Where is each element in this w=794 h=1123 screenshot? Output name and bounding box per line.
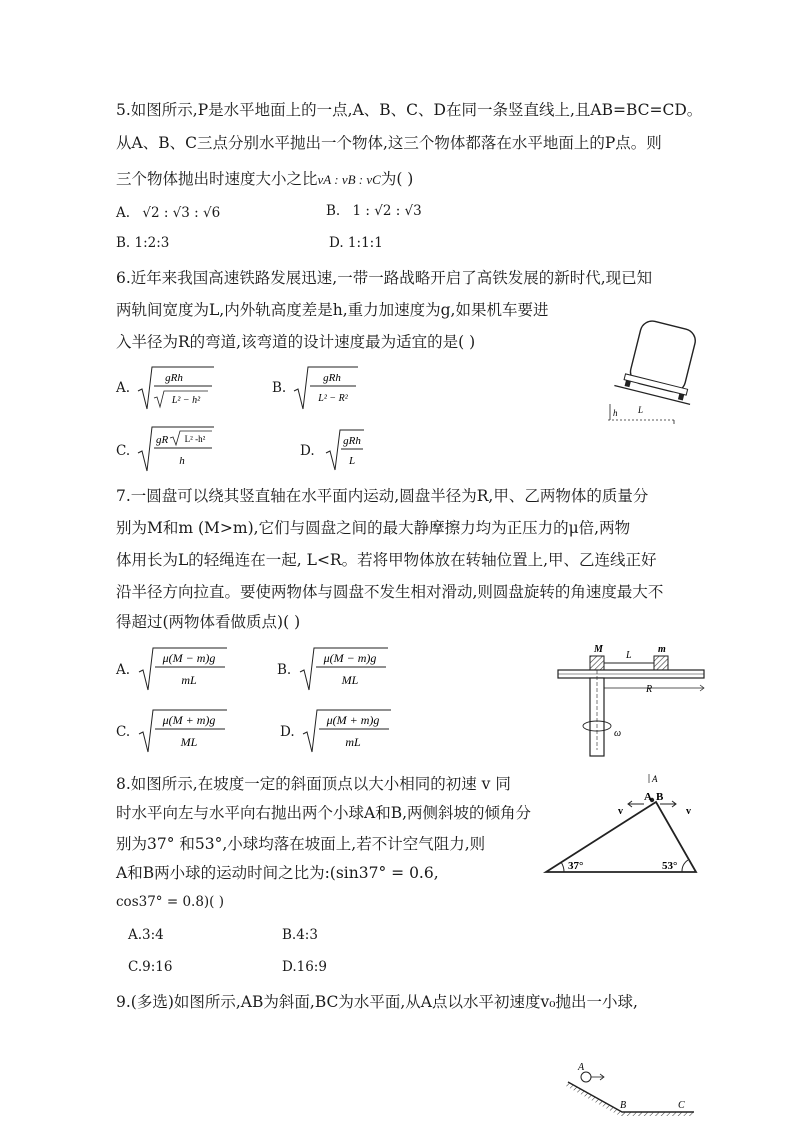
q9-line1: 9.(多选)如图所示,AB为斜面,BC为水平面,从A点以水平初速度v₀抛出一小球, <box>116 993 638 1011</box>
q6-option-a-label[interactable]: A. <box>116 380 131 396</box>
q7-c-num: μ(M + m)g <box>162 713 216 727</box>
q8-line2: 时水平向左与水平向右抛出两个小球A和B,两侧斜坡的倾角分 <box>116 804 532 822</box>
q7-disk-figure <box>556 640 708 758</box>
q7-option-c-formula <box>137 708 231 754</box>
q8-line3: 别为37° 和53°,小球均落在坡面上,若不计空气阻力,则 <box>116 835 486 853</box>
mass-M-block <box>590 656 604 670</box>
q6-train-figure <box>604 316 700 430</box>
q8-fig-ball-A: A <box>644 791 652 803</box>
q9-fig-B: B <box>620 1100 627 1111</box>
q7-line4: 沿半径方向拉直。要使两物体与圆盘不发生相对滑动,则圆盘旋转的角速度最大不 <box>116 583 664 601</box>
q6-b-num: gRh <box>323 372 341 384</box>
q9-fig-C: C <box>678 1100 685 1111</box>
ball-icon <box>581 1072 591 1082</box>
q7-fig-m: m <box>658 644 666 655</box>
q7-b-den: ML <box>341 673 359 687</box>
q5-line3 <box>116 169 413 190</box>
q6-c-num: gR <box>156 434 169 446</box>
q8-option-d[interactable]: D.16:9 <box>282 959 327 975</box>
q5-option-d[interactable]: D. 1:1:1 <box>329 235 383 251</box>
q8-line1: 8.如图所示,在坡度一定的斜面顶点以大小相同的初速 v 同 <box>116 775 511 793</box>
q7-option-b-label[interactable]: B. <box>277 662 292 678</box>
q8-fig-v-right: v <box>686 806 691 817</box>
q6-option-b-label[interactable]: B. <box>272 380 287 396</box>
q6-b-den: L² − R² <box>318 393 348 404</box>
q7-fig-R: R <box>646 684 653 695</box>
q8-fig-ball-B: B <box>656 791 664 803</box>
q9-fig-A: A <box>578 1062 585 1073</box>
q5-option-b-expression: 1 : √2 : √3 <box>352 203 422 219</box>
q6-d-den: L <box>348 455 356 467</box>
q8-fig-top: A <box>652 774 658 784</box>
q7-d-den: mL <box>345 735 361 749</box>
q7-option-d-label[interactable]: D. <box>280 724 295 740</box>
q7-fig-M: M <box>594 644 603 655</box>
q7-option-d-formula <box>301 708 395 754</box>
q9-slope-figure <box>564 1060 698 1118</box>
q7-fig-L: L <box>626 650 632 661</box>
q6-option-b-formula <box>292 365 362 411</box>
q5-option-a-label: A. <box>116 205 131 221</box>
q6-d-num: gRh <box>343 435 361 447</box>
q7-option-a-formula <box>137 646 231 692</box>
q7-line2: 别为M和m (M>m),它们与圆盘之间的最大静摩擦力均为正压力的μ倍,两物 <box>116 519 631 537</box>
q5-line1: 5.如图所示,P是水平地面上的一点,A、B、C、D在同一条竖直线上,且AB=BC=CD。 <box>116 101 703 119</box>
q6-line3: 入半径为R的弯道,该弯道的设计速度最为适宜的是( ) <box>116 333 476 351</box>
q6-line1: 6.近年来我国高速铁路发展迅速,一带一路战略开启了高铁发展的新时代,现已知 <box>116 269 653 287</box>
mass-m-block <box>654 656 668 670</box>
q5-option-b-label: B. <box>326 203 341 219</box>
q8-option-a[interactable]: A.3:4 <box>128 927 164 943</box>
q6-a-num: gRh <box>165 372 183 384</box>
q7-b-num: μ(M − m)g <box>323 651 377 665</box>
q8-fig-angle-right: 53° <box>662 860 678 872</box>
q5-option-a-expression: √2 : √3 : √6 <box>142 205 221 221</box>
q6-line2: 两轨间宽度为L,内外轨高度差是h,重力加速度为g,如果机车要进 <box>116 301 549 319</box>
q7-line1: 7.一圆盘可以绕其竖直轴在水平面内运动,圆盘半径为R,甲、乙两物体的质量分 <box>116 487 649 505</box>
q6-a-den: L² − h² <box>171 395 201 406</box>
q5-line2: 从A、B、C三点分别水平抛出一个物体,这三个物体都落在水平地面上的P点。则 <box>116 134 662 152</box>
q6-option-d-formula <box>324 428 368 472</box>
q6-fig-h: h <box>613 408 618 418</box>
q6-c-den: h <box>179 455 185 467</box>
q7-option-a-label[interactable]: A. <box>116 662 131 678</box>
q5-option-b[interactable] <box>326 201 422 221</box>
q5-line3-end: 为( ) <box>380 170 414 188</box>
q6-option-d-label[interactable]: D. <box>300 443 315 459</box>
q6-option-a-formula <box>136 365 216 411</box>
q7-a-num: μ(M − m)g <box>162 651 216 665</box>
q7-line5: 得超过(两物体看做质点)( ) <box>116 613 301 631</box>
q8-slope-figure <box>542 770 702 876</box>
q8-line5: cos37° = 0.8)( ) <box>116 894 224 910</box>
q7-fig-omega: ω <box>614 728 622 739</box>
q7-d-num: μ(M + m)g <box>326 713 380 727</box>
q6-fig-L: L <box>638 405 644 415</box>
q6-option-c-formula <box>136 425 216 473</box>
q7-option-c-label[interactable]: C. <box>116 724 131 740</box>
q8-option-b[interactable]: B.4:3 <box>282 927 318 943</box>
q5-option-c[interactable]: B. 1:2:3 <box>116 235 170 251</box>
q6-option-c-label[interactable]: C. <box>116 443 131 459</box>
q7-option-b-formula <box>298 646 392 692</box>
q5-line3-text: 三个物体抛出时速度大小之比 <box>116 170 318 188</box>
q8-fig-v-left: v <box>618 806 623 817</box>
q7-line3: 体用长为L的轻绳连在一起, L<R。若将甲物体放在转轴位置上,甲、乙连线正好 <box>116 551 657 569</box>
q6-c-num-root: L² -h² <box>184 434 206 444</box>
q8-fig-angle-left: 37° <box>568 860 584 872</box>
q8-line4: A和B两小球的运动时间之比为:(sin37° = 0.6, <box>116 864 439 882</box>
q8-option-c[interactable]: C.9:16 <box>128 959 173 975</box>
q7-a-den: mL <box>181 673 197 687</box>
q7-c-den: ML <box>180 735 198 749</box>
q5-option-a[interactable] <box>116 203 220 223</box>
q5-ratio-expression: vA : vB : vC <box>317 172 381 187</box>
